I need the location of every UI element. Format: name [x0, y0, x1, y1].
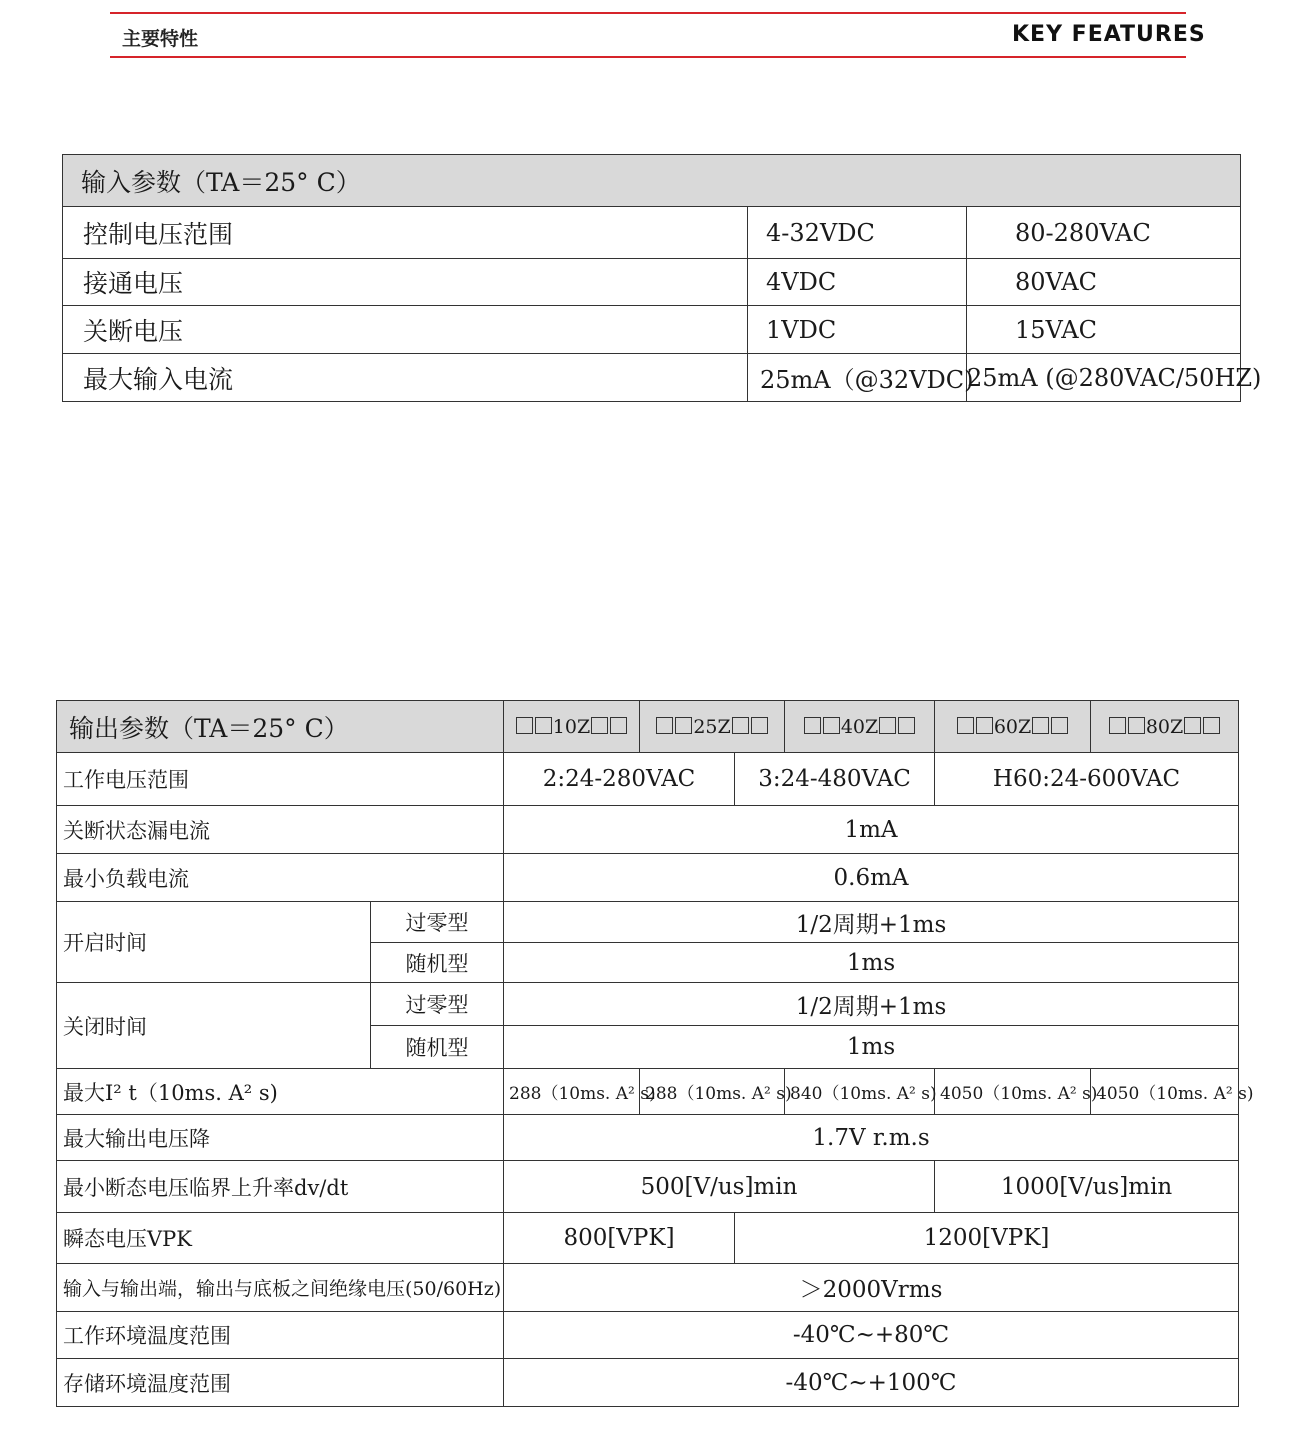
- table-row: [57, 1264, 1239, 1312]
- table-row: [63, 259, 1241, 306]
- sub-label: 随机型: [371, 1026, 504, 1069]
- cell-value: 1.7V r.m.s: [504, 1115, 1239, 1161]
- cell-value: 500[V/us]min: [504, 1161, 935, 1213]
- row-label: 瞬态电压VPK: [57, 1213, 504, 1264]
- cell-value: -40℃~+80℃: [504, 1312, 1239, 1359]
- cell-value: 0.6mA: [504, 854, 1239, 902]
- output-table-title: 输出参数（TA＝25° C）: [57, 701, 504, 753]
- table-row: [57, 1359, 1239, 1407]
- cell-value: 1000[V/us]min: [935, 1161, 1239, 1213]
- sub-label: 随机型: [371, 943, 504, 983]
- model-header: 60Z: [935, 701, 1091, 753]
- cell-value: 800[VPK]: [504, 1213, 735, 1264]
- table-row: [57, 1161, 1239, 1213]
- cell-value: 288（10ms. A² s): [504, 1069, 640, 1115]
- cell-value: 1mA: [504, 806, 1239, 854]
- row-label: 关断电压: [63, 306, 748, 354]
- cell-value: 3:24-480VAC: [735, 753, 935, 806]
- input-table-title: 输入参数（TA＝25° C）: [63, 155, 1241, 207]
- model-header: 10Z: [504, 701, 640, 753]
- table-row: [57, 806, 1239, 854]
- model-header: 25Z: [640, 701, 785, 753]
- header-left-title: 主要特性: [122, 28, 199, 50]
- ac-value: 80VAC: [967, 259, 1241, 306]
- cell-value: 2:24-280VAC: [504, 753, 735, 806]
- table-row: [57, 1213, 1239, 1264]
- output-parameters-table: [56, 700, 1254, 1407]
- cell-value: 4050（10ms. A² s): [935, 1069, 1091, 1115]
- ac-value: 15VAC: [967, 306, 1241, 354]
- model-header: 40Z: [785, 701, 935, 753]
- table-row: [57, 983, 1239, 1026]
- cell-value: H60:24-600VAC: [935, 753, 1239, 806]
- model-header: 80Z: [1091, 701, 1239, 753]
- table-row: [57, 753, 1239, 806]
- header-top-rule: [110, 12, 1186, 14]
- ac-value: 25mA (@280VAC/50HZ): [967, 354, 1241, 402]
- table-row: [57, 1115, 1239, 1161]
- cell-value: 1ms: [504, 1026, 1239, 1069]
- table-row: [63, 354, 1241, 402]
- cell-value: -40℃~+100℃: [504, 1359, 1239, 1407]
- cell-value: 1200[VPK]: [735, 1213, 1239, 1264]
- row-label: 最小负载电流: [57, 854, 504, 902]
- table-row: [63, 306, 1241, 354]
- cell-value: 1/2周期+1ms: [504, 983, 1239, 1026]
- cell-value: 1ms: [504, 943, 1239, 983]
- cell-value: ＞2000Vrms: [504, 1264, 1239, 1312]
- sub-label: 过零型: [371, 902, 504, 943]
- row-label: 控制电压范围: [63, 207, 748, 259]
- table-row: [57, 854, 1239, 902]
- table-row: [57, 1069, 1239, 1115]
- input-parameters-table: [62, 154, 1262, 402]
- row-label: 输入与输出端，输出与底板之间绝缘电压(50/60Hz): [57, 1264, 504, 1312]
- cell-value: 4050（10ms. A² s): [1091, 1069, 1239, 1115]
- row-label: 工作环境温度范围: [57, 1312, 504, 1359]
- row-label: 关闭时间: [57, 983, 371, 1069]
- dc-value: 4VDC: [748, 259, 967, 306]
- row-label: 开启时间: [57, 902, 371, 983]
- table-row: [57, 1312, 1239, 1359]
- table-row: [63, 207, 1241, 259]
- row-label: 最大输入电流: [63, 354, 748, 402]
- dc-value: 25mA（@32VDC): [748, 354, 967, 402]
- row-label: 最大I² t（10ms. A² s): [57, 1069, 504, 1115]
- row-label: 关断状态漏电流: [57, 806, 504, 854]
- ac-value: 80-280VAC: [967, 207, 1241, 259]
- row-label: 存储环境温度范围: [57, 1359, 504, 1407]
- cell-value: 288（10ms. A² s): [640, 1069, 785, 1115]
- dc-value: 4-32VDC: [748, 207, 967, 259]
- table-row: [57, 902, 1239, 943]
- row-label: 接通电压: [63, 259, 748, 306]
- header-right-title: KEY FEATURES: [1012, 22, 1206, 47]
- row-label: 最大输出电压降: [57, 1115, 504, 1161]
- row-label: 工作电压范围: [57, 753, 504, 806]
- sub-label: 过零型: [371, 983, 504, 1026]
- header-bottom-rule: [110, 56, 1186, 58]
- cell-value: 840（10ms. A² s): [785, 1069, 935, 1115]
- cell-value: 1/2周期+1ms: [504, 902, 1239, 943]
- dc-value: 1VDC: [748, 306, 967, 354]
- row-label: 最小断态电压临界上升率dv/dt: [57, 1161, 504, 1213]
